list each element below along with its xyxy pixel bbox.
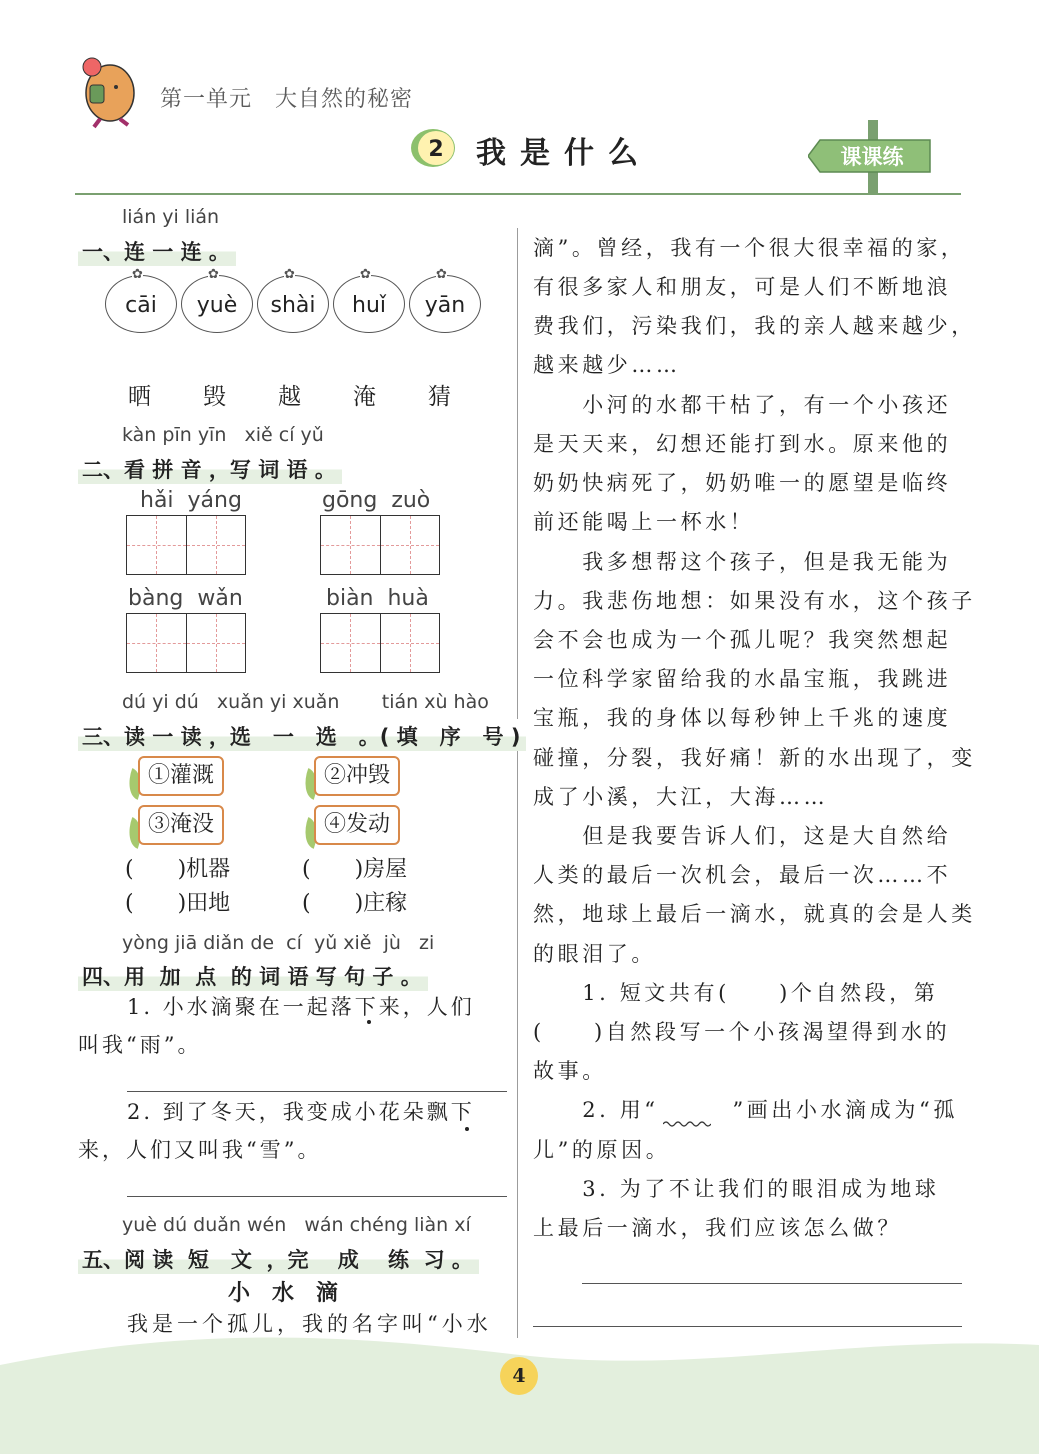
story-line: 滴”。曾经，我有一个很大很幸福的家， bbox=[533, 236, 966, 260]
word-pinyin: bàng wǎn bbox=[128, 586, 243, 611]
word-pinyin: biàn huà bbox=[326, 586, 429, 611]
column-divider bbox=[517, 228, 518, 1338]
choice-box: ④发动 bbox=[314, 805, 400, 845]
mascot-icon bbox=[72, 55, 142, 130]
answer-line[interactable] bbox=[533, 1326, 962, 1327]
section3-title: 三、读 一 读 ，选 一 选 。( 填 序 号 ) bbox=[78, 719, 526, 751]
word-pinyin: gōng zuò bbox=[322, 488, 431, 513]
flower-icon: ✿ bbox=[208, 267, 219, 282]
fill-blank-item[interactable]: ( )田地 bbox=[125, 891, 231, 916]
character-row bbox=[0, 378, 500, 410]
lesson-title: 我是什么 bbox=[476, 136, 652, 171]
story-line: 宝瓶，我的身体以每秒钟上千兆的速度 bbox=[533, 706, 952, 730]
story-line: 然，地球上最后一滴水，就真的会是人类 bbox=[533, 902, 976, 926]
lesson-number-badge bbox=[408, 127, 458, 169]
flower-icon: ✿ bbox=[132, 267, 143, 282]
signpost-icon bbox=[808, 120, 938, 194]
story-line: 成了小溪，大江，大海…… bbox=[533, 785, 829, 809]
story-line: 我多想帮这个孩子，但是我无能为 bbox=[533, 550, 952, 574]
answer-line[interactable] bbox=[127, 1091, 507, 1092]
answer-line[interactable] bbox=[127, 1196, 507, 1197]
writing-grid[interactable] bbox=[320, 515, 440, 575]
answer-line[interactable] bbox=[582, 1283, 962, 1284]
character-item[interactable]: 淹 bbox=[353, 384, 376, 410]
story-line: 前还能喝上一杯水！ bbox=[533, 510, 755, 534]
header-divider bbox=[75, 193, 961, 195]
story-line: 越来越少…… bbox=[533, 353, 681, 377]
story-line: 碰撞，分裂，我好痛！新的水出现了，变 bbox=[533, 746, 976, 770]
lesson-number: 2 bbox=[428, 137, 444, 162]
choice-box: ②冲毁 bbox=[314, 756, 400, 796]
fill-blank-item[interactable]: ( )庄稼 bbox=[302, 891, 408, 916]
section1-title: 一、连 一 连 。 bbox=[78, 234, 236, 266]
story-line: 会不会也成为一个孤儿呢？我突然想起 bbox=[533, 628, 952, 652]
story-line: 一位科学家留给我的水晶宝瓶，我跳进 bbox=[533, 667, 952, 691]
character-item[interactable]: 猜 bbox=[428, 384, 451, 410]
choice-box: ③淹没 bbox=[138, 805, 224, 845]
emphasis-dot bbox=[367, 1020, 371, 1024]
section5-pinyin: yuè dú duǎn wén wán chéng liàn xí bbox=[122, 1214, 471, 1236]
story-line: 人类的最后一次机会，最后一次……不 bbox=[533, 863, 952, 887]
question-text: 叫我“雨”。 bbox=[78, 1033, 202, 1057]
section5-title: 五、阅 读 短 文 ，完 成 练 习 。 bbox=[78, 1242, 479, 1274]
wavy-underline-icon bbox=[663, 1120, 711, 1128]
question-text: 2. 到了冬天，我变成小花朵飘下 bbox=[127, 1100, 475, 1124]
question-line: 3. 为了不让我们的眼泪成为地球 bbox=[533, 1177, 940, 1201]
story-line: 力。我悲伤地想：如果没有水，这个孩子 bbox=[533, 589, 976, 613]
story-line: 的眼泪了。 bbox=[533, 942, 656, 966]
writing-grid[interactable] bbox=[320, 613, 440, 673]
question-line: 2. 用“ ”画出小水滴成为“孤 bbox=[533, 1098, 958, 1122]
section2-pinyin: kàn pīn yīn xiě cí yǔ bbox=[122, 424, 324, 446]
section4-pinyin: yòng jiā diǎn de cí yǔ xiě jù zi bbox=[122, 932, 435, 954]
question-text: 1. 小水滴聚在一起落下来，人们 bbox=[127, 995, 475, 1019]
writing-grid[interactable] bbox=[126, 613, 246, 673]
story-line: 有很多家人和朋友，可是人们不断地浪 bbox=[533, 275, 952, 299]
question-line: 故事。 bbox=[533, 1059, 607, 1083]
story-line: 是天天来，幻想还能打到水。原来他的 bbox=[533, 432, 952, 456]
question-line: ( )自然段写一个小孩渴望得到水的 bbox=[533, 1020, 951, 1044]
fill-blank-item[interactable]: ( )房屋 bbox=[302, 857, 408, 882]
question-line: 1. 短文共有( )个自然段，第 bbox=[533, 981, 939, 1005]
pinyin-oval[interactable]: ✿ huǐ bbox=[333, 275, 405, 333]
question-text: 来，人们又叫我“雪”。 bbox=[78, 1138, 322, 1162]
fill-blank-item[interactable]: ( )机器 bbox=[125, 857, 231, 882]
flower-icon: ✿ bbox=[284, 267, 295, 282]
choice-box: ①灌溉 bbox=[138, 756, 224, 796]
story-line: 奶奶快病死了，奶奶唯一的愿望是临终 bbox=[533, 471, 952, 495]
pinyin-oval[interactable]: ✿ cāi bbox=[105, 275, 177, 333]
story-paragraph: 我是一个孤儿，我的名字叫“小水 bbox=[127, 1312, 492, 1336]
unit-title: 第一单元 大自然的秘密 bbox=[160, 87, 414, 112]
sign-label: 课课练 bbox=[840, 145, 904, 169]
emphasis-dot bbox=[465, 1127, 469, 1131]
character-item[interactable]: 晒 bbox=[128, 384, 151, 410]
section1-pinyin: lián yi lián bbox=[122, 206, 220, 228]
pinyin-oval-row bbox=[105, 267, 485, 335]
section4-title: 四、用 加 点 的 词 语 写 句 子 。 bbox=[78, 959, 428, 991]
pinyin-oval[interactable]: ✿ yuè bbox=[181, 275, 253, 333]
writing-grid[interactable] bbox=[126, 515, 246, 575]
story-line: 费我们，污染我们，我的亲人越来越少， bbox=[533, 314, 976, 338]
pinyin-oval[interactable]: ✿ yān bbox=[409, 275, 481, 333]
pinyin-oval[interactable]: ✿ shài bbox=[257, 275, 329, 333]
character-item[interactable]: 毁 bbox=[203, 384, 226, 410]
story-line: 小河的水都干枯了，有一个小孩还 bbox=[533, 393, 952, 417]
flower-icon: ✿ bbox=[436, 267, 447, 282]
story-line: 但是我要告诉人们，这是大自然给 bbox=[533, 824, 952, 848]
section3-pinyin: dú yi dú xuǎn yi xuǎn tián xù hào bbox=[122, 691, 489, 713]
page-number: 4 bbox=[500, 1357, 538, 1395]
question-line: 上最后一滴水，我们应该怎么做？ bbox=[533, 1216, 902, 1240]
story-title: 小 水 滴 bbox=[228, 1280, 339, 1306]
flower-icon: ✿ bbox=[360, 267, 371, 282]
section2-title: 二、看 拼 音 ，写 词 语 。 bbox=[78, 452, 342, 484]
character-item[interactable]: 越 bbox=[278, 384, 301, 410]
question-line: 儿”的原因。 bbox=[533, 1138, 671, 1162]
word-pinyin: hǎi yáng bbox=[140, 488, 242, 513]
